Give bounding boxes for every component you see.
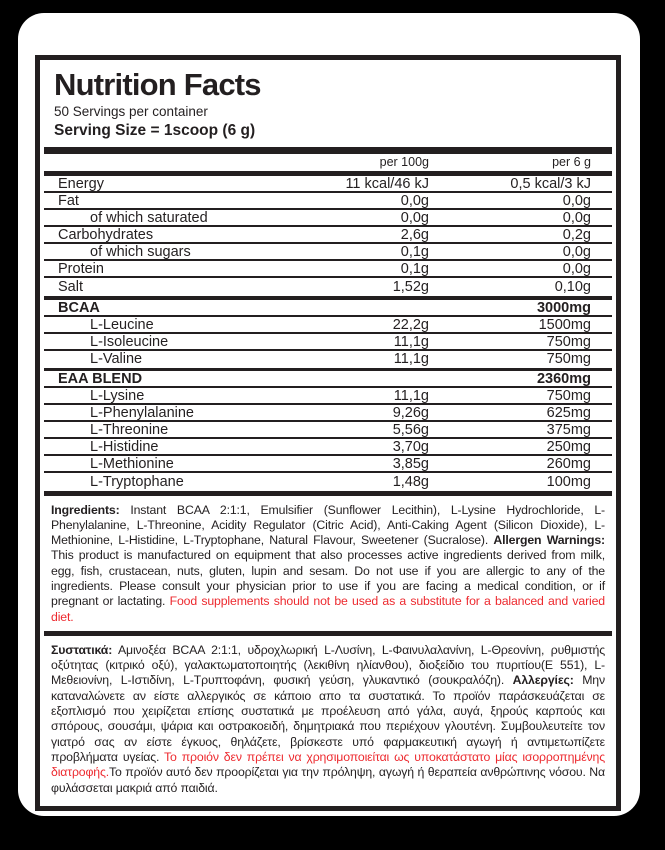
row-label: L-Phenylalanine — [90, 405, 194, 421]
table-row-isoleucine — [44, 334, 612, 351]
row-value-per6g: 750mg — [546, 388, 591, 404]
ingredients-text-english — [44, 496, 612, 631]
column-spacer — [52, 155, 279, 170]
column-header-per-6g: per 6 g — [552, 155, 591, 169]
row-value-per6g: 0,10g — [554, 278, 591, 295]
table-row-saturated — [44, 210, 612, 227]
table-row-fat — [44, 193, 612, 210]
table-row-lysine — [44, 388, 612, 405]
column-header-row — [44, 154, 612, 171]
row-label: L-Methionine — [90, 456, 174, 472]
row-label: Fat — [58, 193, 79, 209]
row-value-per100g: 0,1g — [400, 244, 429, 260]
table-row-sugars — [44, 244, 612, 261]
table-row-tryptophane — [44, 473, 612, 491]
row-label: L-Histidine — [90, 439, 159, 455]
row-label: Carbohydrates — [58, 227, 154, 243]
allergen-warnings-label: Allergen Warnings: — [493, 533, 605, 548]
ingredients-list: Instant BCAA 2:1:1, Emulsifier (Sunflower Lecithin), L-Lysine Hydrochloride, L-Phenylalanine, L-Threonine, Acidity Regulator (Citric Acid), Anti-Caking Agent (Silicon Dioxide), L-Methionine, L-Histidine, L-Tryptophane, Natural Flavour, Sweetener (Sucralose). — [51, 502, 605, 548]
row-label: L-Valine — [90, 351, 143, 367]
section-divider — [44, 147, 612, 154]
table-row-energy — [44, 176, 612, 193]
row-value-per6g: 0,5 kcal/3 kJ — [510, 176, 591, 192]
row-value-per100g: 11,1g — [393, 351, 429, 367]
greek-allergies-label: Αλλεργίες: — [512, 673, 574, 688]
row-value-per100g: 11,1g — [393, 333, 429, 350]
nutrition-label — [35, 55, 621, 811]
table-row-protein — [44, 261, 612, 278]
greek-ingredients-list: Αμινοξέα BCAA 2:1:1, υδροχλωρική L-Λυσίνη, L-Φαινυλαλανίνη, L-Θρεονίνη, ρυθμιστής οξύτητας (κιτρικό οξύ), γαλακτωματοποιητής (λεκιθίνη ηλίανθου), διοξείδιο του πυριτίου(Ε 551), L-Μεθειονίνη, L-Ιστιδίνη, L-Τρυπτοφάνη, φυσική γεύση, γλυκαντικό (σουκραλόζη). — [51, 642, 605, 688]
ingredients-label: Ingredients: — [51, 502, 120, 517]
row-label: Energy — [58, 176, 104, 192]
row-label: of which sugars — [90, 244, 191, 260]
row-value-per6g: 1500mg — [538, 316, 591, 333]
column-header-per-100g: per 100g — [379, 155, 429, 169]
servings-per-container: 50 Servings per container — [54, 104, 208, 119]
row-label: L-Lysine — [90, 388, 145, 404]
row-value-per100g: 11,1g — [393, 388, 429, 404]
row-label: L-Threonine — [90, 422, 169, 438]
label-header — [44, 66, 612, 140]
row-value-per100g: 22,2g — [392, 316, 429, 333]
row-value-per100g: 3,70g — [392, 439, 429, 455]
row-value-per6g: 0,0g — [562, 210, 591, 226]
table-row-valine — [44, 351, 612, 369]
row-label: L-Tryptophane — [90, 473, 184, 490]
ingredients-text-greek — [44, 636, 612, 798]
row-value-per6g: 250mg — [546, 439, 591, 455]
table-row-histidine — [44, 439, 612, 456]
table-row-threonine — [44, 422, 612, 439]
row-value-per100g: 5,56g — [392, 422, 429, 438]
row-label: EAA BLEND — [58, 371, 143, 387]
row-label: Salt — [58, 278, 83, 295]
row-value-per6g: 2360mg — [536, 371, 591, 387]
row-value-per6g: 0,0g — [562, 193, 591, 209]
row-value-per6g: 750mg — [546, 333, 591, 350]
row-value-per100g: 0,1g — [400, 261, 429, 277]
supplement-warning-red-text: Food supplements should not be used as a substitute for a balanced and varied diet. — [51, 594, 605, 624]
label-card — [18, 13, 640, 816]
row-value-per6g: 0,2g — [562, 227, 591, 243]
row-value-per100g: 0,0g — [400, 210, 429, 226]
row-value-per100g: 1,52g — [392, 278, 429, 295]
table-row-eaa-blend — [44, 371, 612, 388]
allergen-warnings-text: This product is manufactured on equipment that also processes active ingredients derived from milk, egg, fish, crustacean, nuts, gluten, lupin and sesam. Do not use if you are allergic to any of the ingredients. Please consult your physician prior to use if you are facing a medical condition, or if pregnant or lactating. — [51, 548, 605, 609]
row-value-per6g: 100mg — [546, 473, 591, 490]
row-label: L-Isoleucine — [90, 333, 169, 350]
row-value-per6g: 3000mg — [536, 299, 591, 316]
row-value-per6g: 375mg — [546, 422, 591, 438]
row-value-per6g: 625mg — [546, 405, 591, 421]
row-value-per6g: 0,0g — [562, 261, 591, 277]
row-value-per100g: 0,0g — [400, 193, 429, 209]
row-label: BCAA — [58, 299, 100, 316]
row-value-per6g: 0,0g — [562, 244, 591, 260]
page-title: Nutrition Facts — [54, 67, 261, 102]
greek-allergies-text: Μην καταναλώνετε αν είστε αλλεργικός σε κάποιο απο τα συστατικά. Το προϊόν παράσκευάζεται σε εξοπλισμό που χειρίζεται επίσης συστατικά με προέλευση από γάλα, αυγά, ξηρούς καρπούς και σπόρους, σουσάμι, ψάρια και οστρακοειδή, δημητριακά που περιέχουν γλουτένη. Συμβουλευτείτε τον γιατρό σας αν είστε έγκυος, θηλάζετε, βρίσκεστε υπό φαρμακευτική αγωγή ή αντιμετωπίζετε προβλήματα υγείας. — [51, 673, 605, 764]
row-value-per6g: 260mg — [546, 456, 591, 472]
row-value-per100g: 3,85g — [392, 456, 429, 472]
greek-closing-text: Το προϊόν αυτό δεν προορίζεται για την πρόληψη, αγωγή ή θεραπεία ανθρώπινης νόσου. Να φυλάσσεται μακριά από παιδιά. — [51, 765, 605, 795]
greek-supplement-warning-red-text: Το προιόν δεν πρέπει να χρησιμοποιείται ως υποκατάστατο μίας ισορροπημένης διατροφής. — [51, 749, 605, 780]
serving-size: Serving Size = 1scoop (6 g) — [54, 122, 256, 139]
row-value-per100g: 1,48g — [392, 473, 429, 490]
table-row-leucine — [44, 317, 612, 334]
row-label: Protein — [58, 261, 104, 277]
row-value-per100g: 9,26g — [392, 405, 429, 421]
greek-ingredients-label: Συστατικά: — [51, 642, 113, 657]
table-row-bcaa — [44, 300, 612, 317]
row-label: of which saturated — [90, 210, 208, 226]
nutrition-table — [44, 176, 612, 491]
table-row-carbohydrates — [44, 227, 612, 244]
table-row-methionine — [44, 456, 612, 473]
row-value-per6g: 750mg — [546, 351, 591, 367]
row-label: L-Leucine — [90, 316, 154, 333]
table-row-phenylalanine — [44, 405, 612, 422]
table-row-salt — [44, 278, 612, 296]
row-value-per100g: 11 kcal/46 kJ — [345, 176, 429, 192]
row-value-per100g: 2,6g — [400, 227, 429, 243]
